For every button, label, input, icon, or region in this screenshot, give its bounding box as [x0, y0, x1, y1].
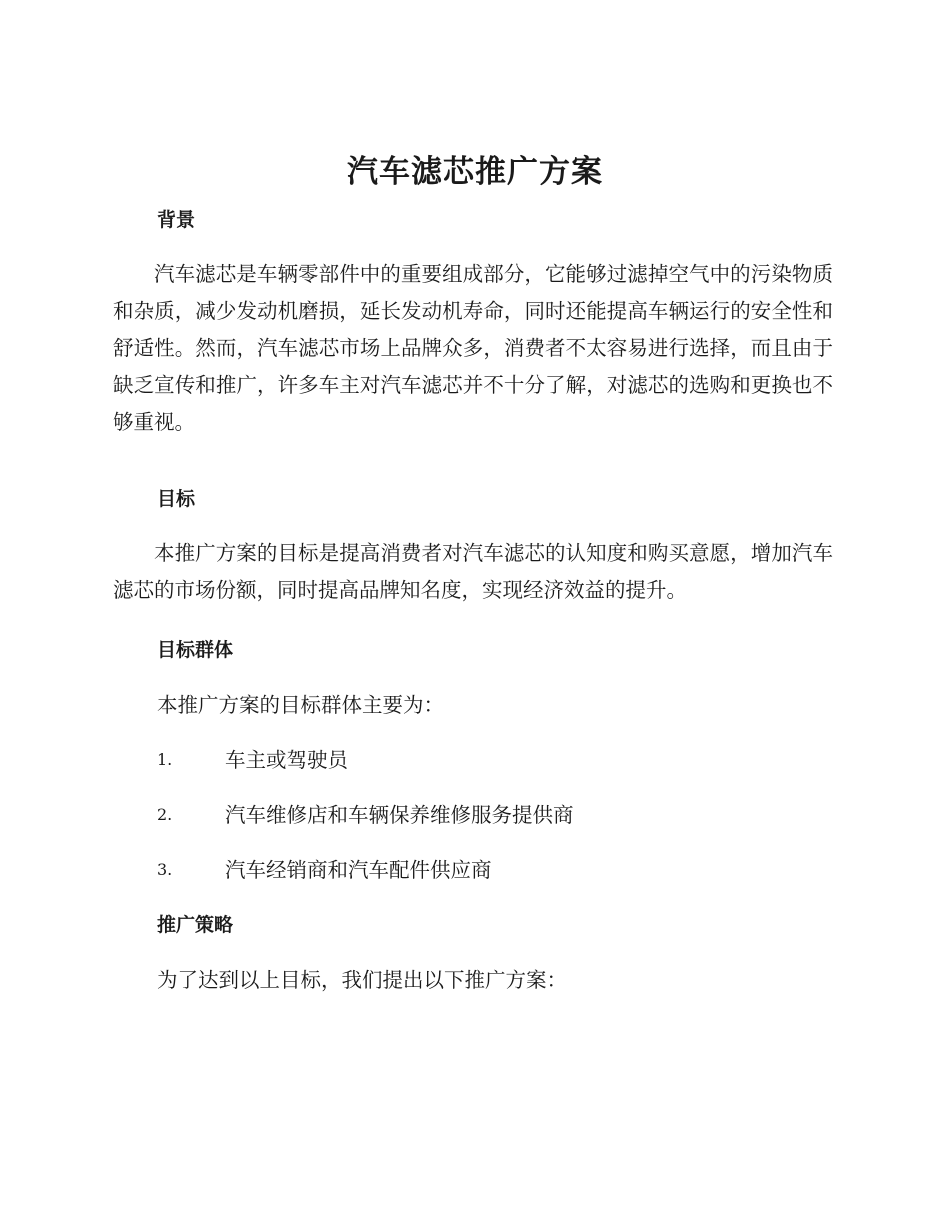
list-item — [157, 800, 837, 830]
target-group-intro: 本推广方案的目标群体主要为： — [157, 693, 444, 717]
goal-paragraph: 本推广方案的目标是提高消费者对汽车滤芯的认知度和购买意愿，增加汽车滤芯的市场份额，同时提高品牌知名度，实现经济效益的提升。 — [113, 541, 833, 602]
section-heading-background: 背景 — [157, 209, 196, 231]
list-number: 3. — [157, 860, 173, 879]
document-title: 汽车滤芯推广方案 — [347, 154, 603, 190]
section-heading-strategy: 推广策略 — [157, 914, 234, 936]
list-number: 2. — [157, 805, 173, 824]
list-item — [157, 745, 837, 775]
list-text: 汽车维修店和车辆保养维修服务提供商 — [225, 803, 574, 827]
section-heading-target-group: 目标群体 — [157, 639, 234, 661]
background-paragraph: 汽车滤芯是车辆零部件中的重要组成部分，它能够过滤掉空气中的污染物质和杂质，减少发动机磨损，延长发动机寿命，同时还能提高车辆运行的安全性和舒适性。然而，汽车滤芯市场上品牌众多，消费者不太容易进行选择，而且由于缺乏宣传和推广，许多车主对汽车滤芯并不十分了解，对滤芯的选购和更换也不够重视。 — [113, 262, 833, 434]
section-heading-goal: 目标 — [157, 488, 196, 510]
list-text: 汽车经销商和汽车配件供应商 — [225, 858, 492, 882]
list-text: 车主或驾驶员 — [225, 748, 348, 772]
list-item — [157, 855, 837, 885]
strategy-intro: 为了达到以上目标，我们提出以下推广方案： — [157, 968, 567, 992]
list-number: 1. — [157, 750, 173, 769]
